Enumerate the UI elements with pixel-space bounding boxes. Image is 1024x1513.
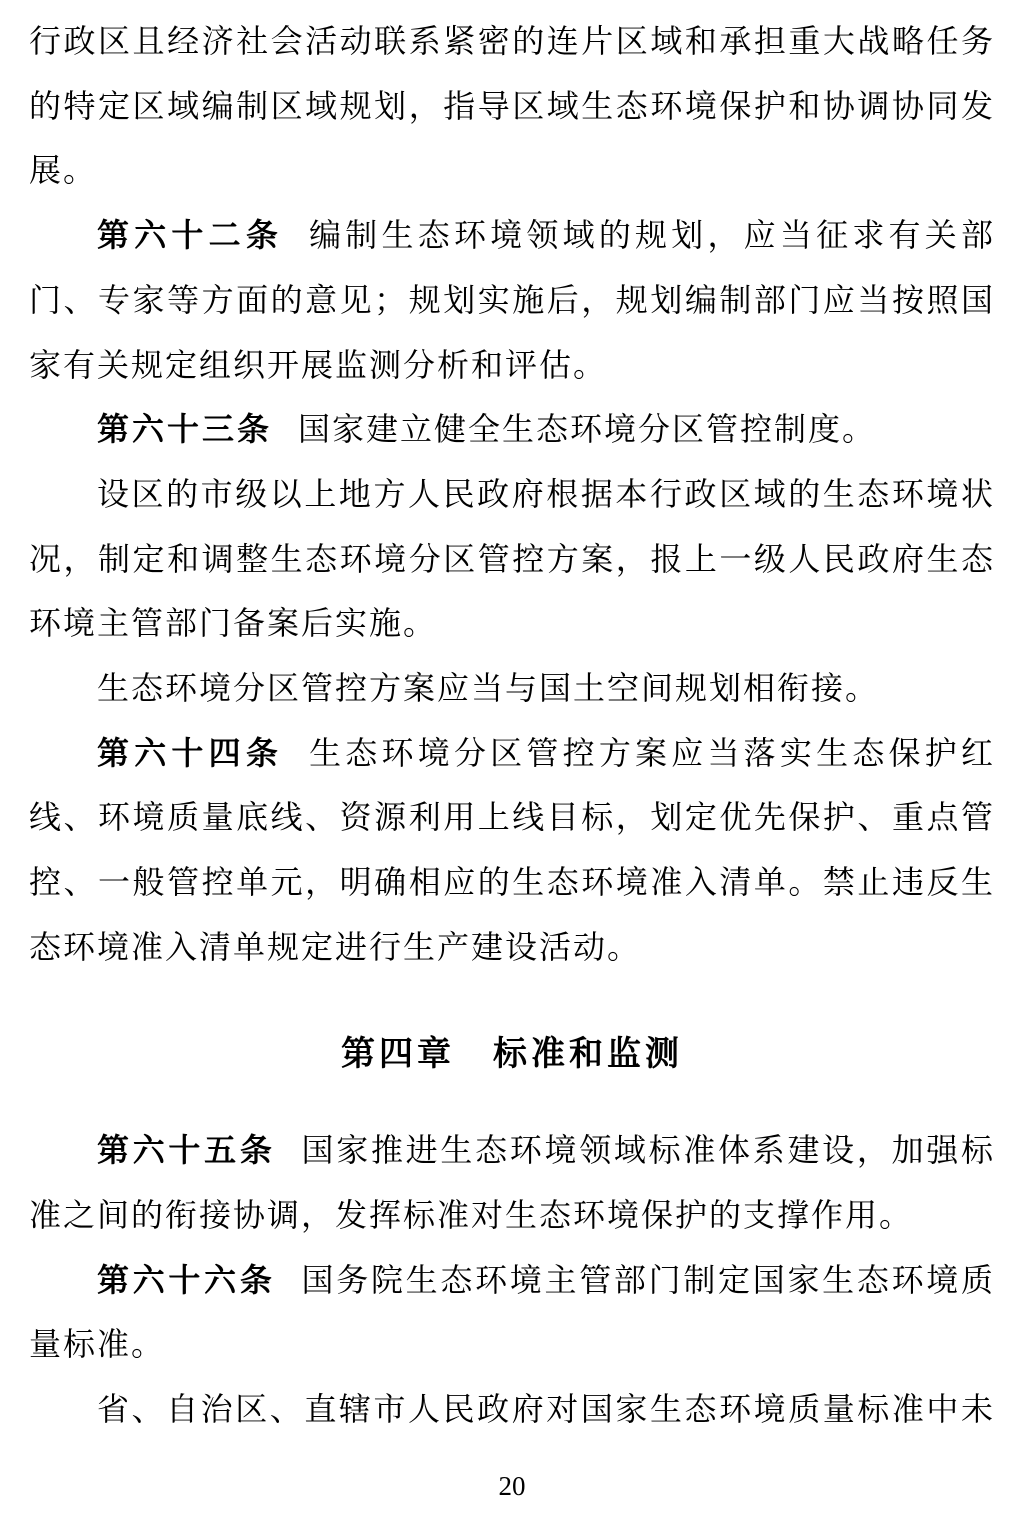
body-text-line: 控、一般管控单元，明确相应的生态环境准入清单。禁止违反生 xyxy=(29,864,995,901)
body-text-line: 况，制定和调整生态环境分区管控方案，报上一级人民政府生态 xyxy=(29,540,995,577)
body-text: 国家推进生态环境领域标准体系建设，加强标 xyxy=(301,1132,995,1169)
body-text-line: 准之间的衔接协调，发挥标准对生态环境保护的支撑作用。 xyxy=(29,1196,914,1233)
body-text-line: 设区的市级以上地方人民政府根据本行政区域的生态环境状 xyxy=(97,475,995,512)
article-64-number: 第六十四条 xyxy=(97,734,284,771)
page-number: 20 xyxy=(498,1470,526,1501)
body-text-line: 态环境准入清单规定进行生产建设活动。 xyxy=(29,928,642,965)
article-65-line xyxy=(29,1118,995,1183)
article-66-number: 第六十六条 xyxy=(97,1261,276,1298)
article-62-number: 第六十二条 xyxy=(97,217,284,254)
body-text-line: 线、环境质量底线、资源利用上线目标，划定优先保护、重点管 xyxy=(29,799,995,836)
article-62-line xyxy=(29,203,995,268)
body-text-line: 生态环境分区管控方案应当与国土空间规划相衔接。 xyxy=(97,670,880,707)
body-text: 编制生态环境领域的规划，应当征求有关部 xyxy=(309,217,995,254)
body-text-line: 环境主管部门备案后实施。 xyxy=(29,605,438,642)
article-63-number: 第六十三条 xyxy=(97,411,273,448)
body-text: 国务院生态环境主管部门制定国家生态环境质 xyxy=(301,1261,995,1298)
body-text-line: 行政区且经济社会活动联系紧密的连片区域和承担重大战略任务 xyxy=(29,23,995,59)
body-text-line: 量标准。 xyxy=(29,1326,166,1363)
article-66-line xyxy=(29,1248,995,1313)
article-64-line xyxy=(29,721,995,786)
article-65-number: 第六十五条 xyxy=(97,1132,276,1169)
article-63-line xyxy=(29,397,995,462)
body-text-line: 的特定区域编制区域规划，指导区域生态环境保护和协调协同发 xyxy=(29,87,995,124)
body-text-line: 省、自治区、直辖市人民政府对国家生态环境质量标准中未 xyxy=(97,1391,995,1428)
body-text: 国家建立健全生态环境分区管控制度。 xyxy=(298,411,877,448)
body-text-line: 家有关规定组织开展监测分析和评估。 xyxy=(29,346,608,383)
body-text: 生态环境分区管控方案应当落实生态保护红 xyxy=(309,734,995,771)
body-text-line: 门、专家等方面的意见；规划实施后，规划编制部门应当按照国 xyxy=(29,281,995,318)
chapter-heading: 第四章 标准和监测 xyxy=(341,1034,683,1073)
body-text-line: 展。 xyxy=(29,152,98,189)
